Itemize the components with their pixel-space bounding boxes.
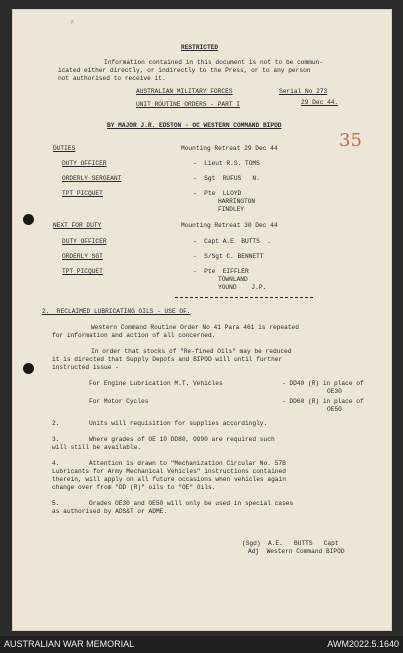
issue-item: For Motor Cycles: [89, 398, 149, 405]
paragraph-line: In order that stocks of "Re-fined Oils" may be reduced: [91, 348, 292, 355]
duties-location: Mounting Retreat 29 Dec 44: [181, 145, 278, 152]
duty-row-value: - Sgt RUFUS N.: [193, 175, 260, 182]
issue-item: For Engine Lubrication M.T. Vehicles: [89, 380, 223, 387]
next-duty-heading: NEXT FOR DUTY: [53, 222, 102, 229]
paragraph-line: for information and action of all concerned.: [52, 332, 216, 339]
section-heading: 2. RECLAIMED LUBRICATING OILS - USE OF.: [42, 308, 191, 315]
point-number: 3.: [52, 436, 60, 443]
orders-date: 29 Dec 44.: [301, 99, 339, 106]
notice-line-3: not authorised to receive it.: [58, 75, 166, 82]
point-line: therein, will apply on all future occasions when vehicles again: [52, 476, 286, 483]
picquet-extra: HARRINGTON: [218, 198, 256, 205]
by-line: BY MAJOR J.R. EDSTON - OC WESTERN COMMAND BIPOD: [107, 122, 282, 129]
archive-footer: [0, 636, 403, 653]
duty-row-value: - Lieut R.S. TOMS: [193, 160, 260, 167]
point-line: Attention is drawn to "Mechanization Circular No. 57B: [89, 460, 286, 467]
duty-row-label: DUTY OFFICER: [62, 160, 107, 167]
next-duty-location: Mounting Retreat 30 Dec 44: [181, 222, 278, 229]
duties-heading: DUTIES: [53, 145, 76, 152]
footer-right-label: AWM2022.5.1640: [327, 639, 399, 649]
point-line: Where grades of OE 10 DD80, OO90 are required such: [89, 436, 275, 443]
duty-row-label: TPT PICQUET: [62, 190, 103, 197]
issue-sub: OE50: [327, 406, 342, 413]
footer-left-label: AUSTRALIAN WAR MEMORIAL: [4, 639, 135, 649]
point-line: Lubricants for Army Mechanical Vehicles" instructions contained: [52, 468, 286, 475]
issue-value: - DD60 (R) in place of: [282, 398, 364, 405]
duty-row-label: ORDERLY SGT: [62, 253, 103, 260]
duty-row-value: - Capt A.E BUTTS .: [193, 238, 271, 245]
paragraph-line: Western Command Routine Order No 41 Para 461 is repeated: [91, 324, 299, 331]
duty-row-value: - Pte EIFFLER: [193, 268, 249, 275]
issue-sub: OE30: [327, 388, 342, 395]
point-number: 2.: [52, 420, 60, 427]
point-number: 4.: [52, 460, 60, 467]
picquet-extra: TOWNLAND: [218, 276, 248, 283]
issue-value: - DD40 (R) in place of: [282, 380, 364, 387]
paragraph-line: it is directed that Supply Depots and BIPOD will until further: [52, 356, 283, 363]
punch-hole: [23, 363, 34, 374]
point-line: change over from "DD (R)" oils to "OE" Oils.: [52, 484, 216, 491]
notice-line-1: Information contained in this document is not to be commun-: [104, 59, 324, 66]
picquet-extra: FINDLEY: [218, 206, 244, 213]
duty-row-label: DUTY OFFICER: [62, 238, 107, 245]
signature-title: Adj Western Command BIPOD: [248, 548, 345, 555]
punch-hole: [23, 214, 34, 225]
point-line: Grades OE30 and OE50 will only be used in special cases: [89, 500, 294, 507]
duty-row-value: - S/Sgt C. BENNETT: [193, 253, 264, 260]
notice-line-2: icated either directly, or indirectly to the Press, or to any person: [58, 67, 311, 74]
point-number: 5.: [52, 500, 60, 507]
point-line: will still be available.: [52, 444, 142, 451]
serial-number: Serial No 273: [279, 88, 328, 95]
document-page: [12, 9, 392, 631]
duty-row-label: ORDERLY SERGEANT: [62, 175, 122, 182]
forces-title: AUSTRALIAN MILITARY FORCES: [136, 88, 233, 95]
handwritten-number: 35: [339, 130, 362, 151]
corner-mark: ≠: [70, 19, 75, 27]
orders-title: UNIT ROUTINE ORDERS - PART I: [136, 101, 240, 108]
separator-line: [175, 297, 313, 298]
classification-heading: RESTRICTED: [181, 44, 219, 51]
duty-row-value: - Pte LLOYD: [193, 190, 242, 197]
point-line: Units will requisition for supplies accordingly.: [89, 420, 268, 427]
duty-row-label: TPT PICQUET: [62, 268, 103, 275]
signature-line: (Sgd) A.E. BUTTS Capt: [242, 540, 339, 547]
picquet-extra: YOUND J.P.: [218, 284, 267, 291]
point-line: as authorised by ADS&T or ADME.: [52, 508, 168, 515]
paragraph-line: instructed issue -: [52, 364, 119, 371]
